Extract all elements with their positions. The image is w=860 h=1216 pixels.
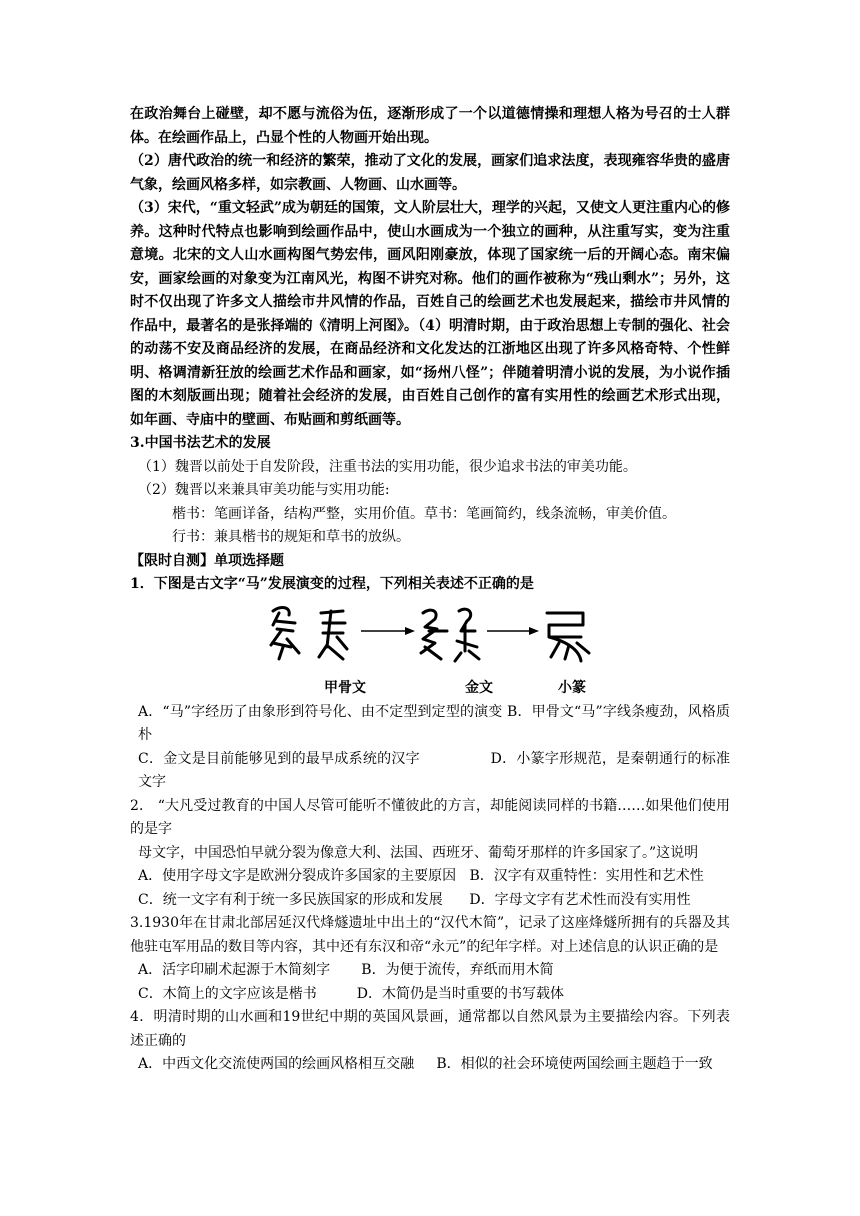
question-1-options-ab <box>130 701 730 748</box>
q4-option-a[interactable]: A．中西文化交流使两国的绘画风格相互交融 <box>138 1056 415 1072</box>
paragraph-1: 在政治舞台上碰壁，却不愿与流俗为伍，逐渐形成了一个以道德情操和理想人格为号召的士人群体。在绘画作品上，凸显个性的人物画开始出现。 <box>130 106 730 146</box>
q1-option-d[interactable]: D．小篆字形规范，是秦朝通行的标准文字 <box>138 750 730 790</box>
caption-bronze: 金文 <box>465 679 493 696</box>
question-2-stem-1: 2． “大凡受过教育的中国人尽管可能听不懂彼此的方言，却能阅读同样的书籍……如果他们使用的是字 <box>130 797 730 837</box>
question-2-options-cd <box>130 889 730 913</box>
question-1-options-cd <box>130 748 730 795</box>
q1-option-b[interactable]: B．甲骨文“马”字线条瘦劲，风格质朴 <box>138 703 730 743</box>
question-2-options-ab <box>130 865 730 889</box>
question-4-stem: 4．明清时期的山水画和19世纪中期的英国风景画，通常都以自然风景为主要描绘内容。下列表述正确的 <box>130 1009 730 1049</box>
q3-option-b[interactable]: B．为便于流传，弃纸而用木简 <box>361 962 554 978</box>
q3-option-d[interactable]: D．木简仍是当时重要的书写载体 <box>356 985 565 1002</box>
q4-option-b[interactable]: B．相似的社会环境使两国绘画主题趋于一致 <box>436 1056 713 1072</box>
horse-glyphs-image <box>265 601 595 667</box>
calligraphy-item-2: （2）魏晋以来兼具审美功能与实用功能: <box>138 482 390 498</box>
question-2-stem-2: 母文字，中国恐怕早就分裂为像意大利、法国、西班牙、葡萄牙那样的许多国家了。”这说明 <box>138 844 699 861</box>
calligraphy-item-3: 楷书：笔画详备，结构严整，实用价值。草书：笔画简约，线条流畅，审美价值。 <box>172 505 676 522</box>
q3-option-a[interactable]: A．活字印刷术起源于木简刻字 <box>138 962 331 978</box>
horse-evolution-figure <box>130 601 730 667</box>
paragraph-2: （2）唐代政治的统一和经济的繁荣，推动了文化的发展，画家们追求法度，表现雍容华贵的盛唐气象，绘画风格多样，如宗教画、人物画、山水画等。 <box>130 153 730 193</box>
paragraph-3: （3）宋代，“重文轻武”成为朝廷的国策，文人阶层壮大，理学的兴起，又使文人更注重内心的修养。这种时代特点也影响到绘画作品中，使山水画成为一个独立的画种，从注重写实，变为注重意境。北宋的文人山水画构图气势宏伟，画风阳刚豪放，体现了国家统一后的开阔心态。南宋偏安，画家绘画的对象变为江南风光，构图不讲究对称。他们的画作被称为“残山剩水”；另外，这时不仅出现了许多文人描绘市井风情的作品，百姓自己的绘画艺术也发展起来，描绘市井风情的作品中，最著名的是张择端的《清明上河图》。（4）明清时期，由于政治思想上专制的强化、社会的动荡不安及商品经济的发展，在商品经济和文化发达的江浙地区出现了许多风格奇特、个性鲜明、格调清新狂放的绘画艺术作品和画家，如“扬州八怪”；伴随着明清小说的发展，为小说作插图的木刻版画出现；随着社会经济的发展，由百姓自己创作的富有实用性的绘画艺术形式出现，如年画、寺庙中的壁画、布贴画和剪纸画等。 <box>130 200 730 428</box>
calligraphy-item-4: 行书：兼具楷书的规矩和草书的放纵。 <box>172 529 410 545</box>
q2-option-b[interactable]: B．汉字有双重特性：实用性和艺术性 <box>469 868 704 884</box>
figure-captions <box>130 677 730 701</box>
q1-option-a[interactable]: A．“马”字经历了由象形到符号化、由不定型到定型的演变 <box>138 703 503 720</box>
question-3-options-ab <box>130 959 730 983</box>
calligraphy-heading: 3.中国书法艺术的发展 <box>130 435 271 451</box>
section-title: 【限时自测】单项选择题 <box>130 552 284 569</box>
caption-oracle-bone: 甲骨文 <box>324 679 366 696</box>
q2-option-c[interactable]: C．统一文字有利于统一多民族国家的形成和发展 <box>138 891 443 908</box>
q2-option-a[interactable]: A．使用字母文字是欧洲分裂成许多国家的主要原因 <box>138 868 457 884</box>
caption-small-seal: 小篆 <box>558 679 586 696</box>
calligraphy-item-1: （1）魏晋以前处于自发阶段，注重书法的实用功能，很少追求书法的审美功能。 <box>138 458 637 475</box>
q1-option-c[interactable]: C．金文是目前能够见到的最早成系统的汉字 <box>138 750 420 767</box>
question-4-options-ab <box>130 1053 730 1077</box>
q2-option-d[interactable]: D．字母文字有艺术性而没有实用性 <box>469 891 691 908</box>
question-3-options-cd <box>130 983 730 1007</box>
question-3-stem: 3.1930年在甘肃北部居延汉代烽燧遗址中出土的“汉代木简”，记录了这座烽燧所拥有的兵器及其他驻屯军用品的数目等内容，其中还有东汉和帝“永元”的纪年字样。对上述信息的认识正确的是 <box>130 915 730 955</box>
content-column <box>130 103 730 1077</box>
question-1-stem: 1．下图是古文字“马”发展演变的过程，下列相关表述不正确的是 <box>130 576 534 592</box>
q3-option-c[interactable]: C．木简上的文字应该是楷书 <box>138 985 317 1002</box>
